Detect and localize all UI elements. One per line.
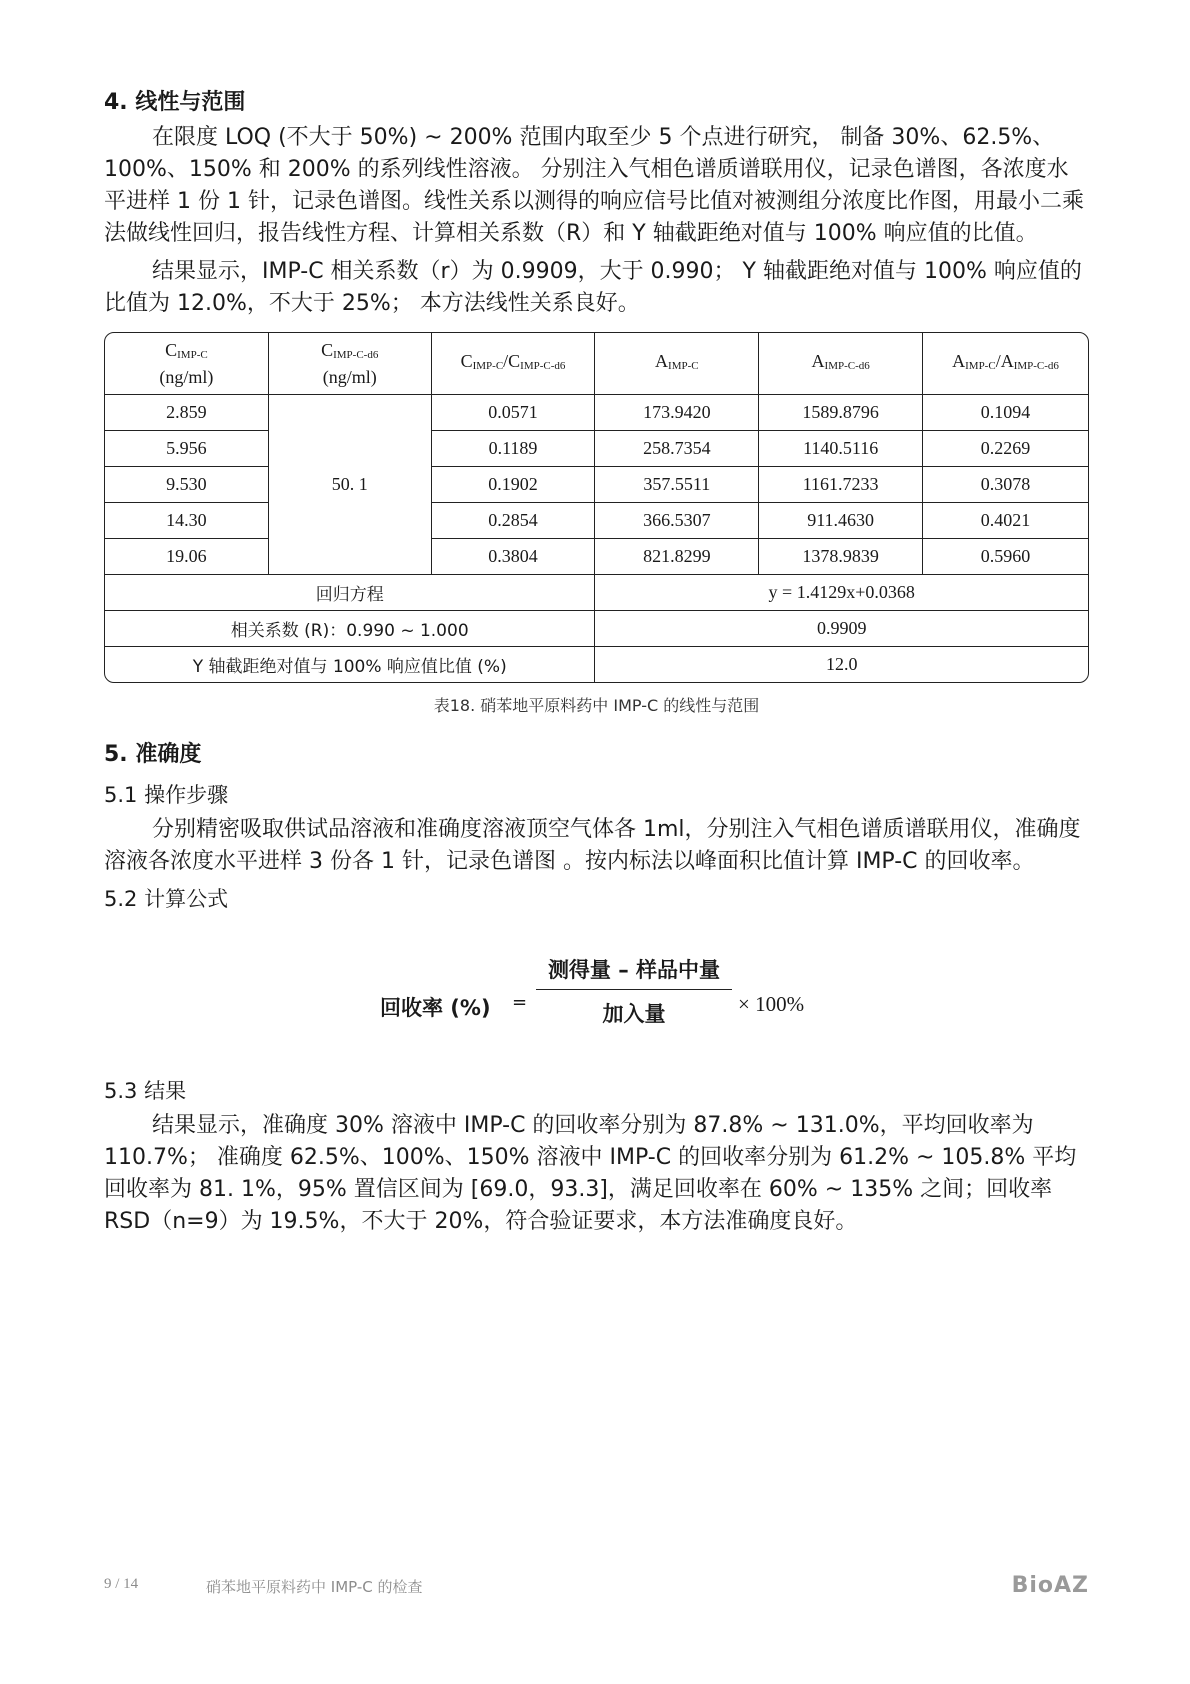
cell-c-impc-d6-shared: 50. 1 (269, 395, 432, 575)
section-4-heading: 4. 线性与范围 (104, 90, 246, 115)
col-header-a-impc: AIMP-C (595, 333, 759, 395)
recovery-formula (104, 940, 1089, 1070)
cell-conc-ratio: 0.2854 (432, 503, 596, 539)
summary-value: 0.9909 (595, 611, 1088, 647)
cell-c-impc: 19.06 (105, 539, 269, 575)
subsection-5-3-heading: 5.3 结果 (104, 1079, 187, 1103)
col-header-a-impc-d6: AIMP-C-d6 (759, 333, 923, 395)
subsection-5-1-heading: 5.1 操作步骤 (104, 783, 229, 807)
formula-numerator: 测得量 – 样品中量 (547, 958, 721, 982)
document-page (104, 88, 1089, 1238)
formula-equals: = (512, 992, 528, 1013)
formula-lhs: 回收率 (%) (380, 996, 491, 1020)
page-footer (104, 1573, 1089, 1597)
cell-area-ratio: 0.1094 (923, 395, 1088, 431)
table-row (105, 431, 1088, 467)
summary-row-correlation (105, 611, 1088, 647)
footer-document-title: 硝苯地平原料药中 IMP-C 的检查 (206, 1578, 423, 1596)
cell-a-impc-d6: 1589.8796 (759, 395, 923, 431)
cell-area-ratio: 0.5960 (923, 539, 1088, 575)
section-4-paragraph-2: 结果显示，IMP-C 相关系数（r）为 0.9909，大于 0.990； Y 轴截距绝对值与 100% 响应值的比值为 12.0%，不大于 25%； 本方法线性关系良好。 (104, 259, 1082, 316)
col-header-area-ratio: AIMP-C/AIMP-C-d6 (923, 333, 1088, 395)
table-row (105, 395, 1088, 431)
subsection-5-2-heading: 5.2 计算公式 (104, 887, 229, 911)
linearity-table-wrap (104, 332, 1089, 683)
formula-denominator: 加入量 (602, 1002, 666, 1026)
cell-a-impc: 258.7354 (595, 431, 759, 467)
cell-a-impc-d6: 1140.5116 (759, 431, 923, 467)
linearity-table (104, 332, 1089, 683)
table-row (105, 467, 1088, 503)
cell-a-impc-d6: 1161.7233 (759, 467, 923, 503)
summary-value: 12.0 (825, 654, 858, 674)
summary-value: y = 1.4129x+0.0368 (595, 575, 1088, 611)
cell-conc-ratio: 0.0571 (432, 395, 596, 431)
table-row (105, 539, 1088, 575)
summary-label: Y 轴截距绝对值与 100% 响应值比值 (%) (105, 647, 595, 682)
cell-c-impc: 14.30 (105, 503, 269, 539)
summary-label: 相关系数 (R)：0.990 ~ 1.000 (105, 611, 595, 647)
col-header-c-impc: CIMP-C (ng/ml) (105, 333, 269, 395)
col-header-conc-ratio: CIMP-C/CIMP-C-d6 (432, 333, 596, 395)
subsection-5-1-paragraph: 分别精密吸取供试品溶液和准确度溶液顶空气体各 1ml，分别注入气相色谱质谱联用仪，准确度溶液各浓度水平进样 3 份各 1 针，记录色谱图 。按内标法以峰面积比值计算 IMP-C 的回收率。 (104, 817, 1081, 874)
subsection-5-3-paragraph: 结果显示，准确度 30% 溶液中 IMP-C 的回收率分别为 87.8% ~ 131.0%，平均回收率为 110.7%； 准确度 62.5%、100%、150% 溶液中 IMP-C 的回收率分别为 61.2% ~ 105.8% 平均回收率为 81. 1%，95% 置信区间为 [69.0，93.3]，满足回收率在 60% ~ 135% 之间；回收率 RSD（n=9）为 19.5%，不大于 20%，符合验证要求，本方法准确度良好。 (104, 1113, 1077, 1234)
section-5-heading: 5. 准确度 (104, 742, 202, 767)
cell-area-ratio: 0.4021 (923, 503, 1088, 539)
summary-row-intercept-ratio (105, 647, 1088, 682)
cell-conc-ratio: 0.3804 (432, 539, 596, 575)
cell-a-impc-d6: 1378.9839 (759, 539, 923, 575)
bioaz-logo: BioAZ (1011, 1573, 1089, 1598)
cell-c-impc: 2.859 (105, 395, 269, 431)
formula-fraction-bar (536, 989, 732, 990)
cell-area-ratio: 0.3078 (923, 467, 1088, 503)
formula-multiplier: × 100% (738, 992, 805, 1016)
section-4-paragraph-1: 在限度 LOQ (不大于 50%) ~ 200% 范围内取至少 5 个点进行研究， 制备 30%、62.5%、100%、150% 和 200% 的系列线性溶液。 分别注入气相色谱质谱联用仪，记录色谱图，各浓度水平进样 1 份 1 针，记录色谱图。线性关系以测得的响应信号比值对被测组分浓度比作图，用最小二乘法做线性回归，报告线性方程、计算相关系数（R）和 Y 轴截距绝对值与 100% 响应值的比值。 (104, 125, 1084, 246)
cell-conc-ratio: 0.1902 (432, 467, 596, 503)
page-number: 9 / 14 (104, 1576, 139, 1592)
cell-a-impc: 357.5511 (595, 467, 759, 503)
summary-row-regression (105, 575, 1088, 611)
cell-c-impc: 9.530 (105, 467, 269, 503)
cell-a-impc: 173.9420 (595, 395, 759, 431)
cell-a-impc: 366.5307 (595, 503, 759, 539)
table-header-row (105, 333, 1088, 395)
cell-c-impc: 5.956 (105, 431, 269, 467)
cell-a-impc-d6: 911.4630 (759, 503, 923, 539)
cell-area-ratio: 0.2269 (923, 431, 1088, 467)
cell-a-impc: 821.8299 (595, 539, 759, 575)
col-header-c-impc-d6: CIMP-C-d6 (ng/ml) (269, 333, 432, 395)
table-caption: 表18. 硝苯地平原料药中 IMP-C 的线性与范围 (433, 696, 760, 715)
table-row (105, 503, 1088, 539)
summary-label: 回归方程 (105, 575, 595, 611)
cell-conc-ratio: 0.1189 (432, 431, 596, 467)
